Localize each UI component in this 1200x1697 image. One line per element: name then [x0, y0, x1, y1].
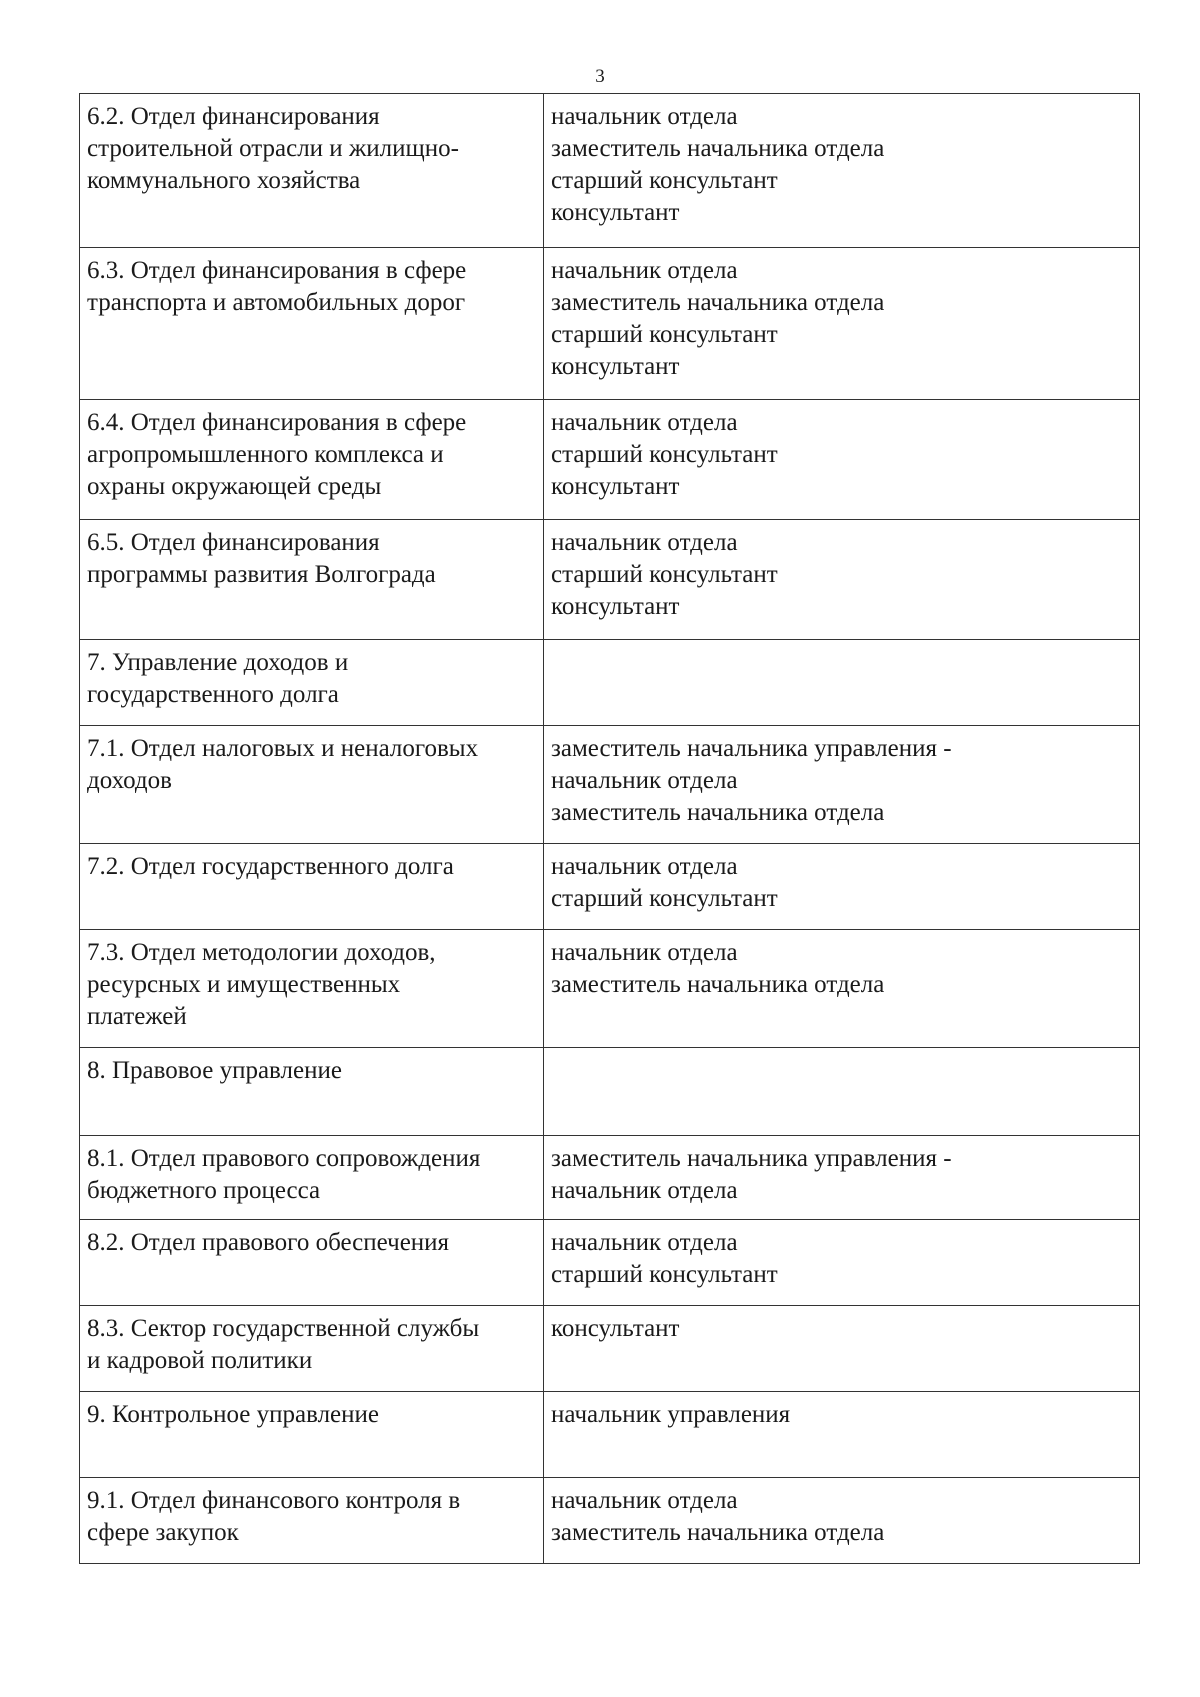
table-row	[80, 1478, 1140, 1564]
table-row	[80, 400, 1140, 520]
positions-cell: консультант	[544, 1306, 1140, 1392]
table-row	[80, 640, 1140, 726]
positions-cell	[544, 1048, 1140, 1136]
department-cell: 7.3. Отдел методологии доходов, ресурсных и имущественных платежей	[80, 930, 544, 1048]
positions-cell: начальник отдела старший консультант	[544, 844, 1140, 930]
table-row	[80, 1048, 1140, 1136]
department-cell: 9. Контрольное управление	[80, 1392, 544, 1478]
department-cell: 7.2. Отдел государственного долга	[80, 844, 544, 930]
table-row	[80, 94, 1140, 248]
department-cell: 7. Управление доходов и государственного долга	[80, 640, 544, 726]
department-cell: 6.3. Отдел финансирования в сфере транспорта и автомобильных дорог	[80, 248, 544, 400]
table-row	[80, 726, 1140, 844]
positions-cell: начальник отдела заместитель начальника отдела	[544, 930, 1140, 1048]
department-cell: 8.1. Отдел правового сопровождения бюджетного процесса	[80, 1136, 544, 1220]
table-row	[80, 248, 1140, 400]
table-row	[80, 1306, 1140, 1392]
department-cell: 6.5. Отдел финансирования программы развития Волгограда	[80, 520, 544, 640]
positions-cell: начальник отдела заместитель начальника отдела старший консультант консультант	[544, 248, 1140, 400]
positions-cell: заместитель начальника управления - начальник отдела	[544, 1136, 1140, 1220]
department-cell: 8. Правовое управление	[80, 1048, 544, 1136]
positions-cell: начальник управления	[544, 1392, 1140, 1478]
page-number: 3	[595, 66, 605, 87]
table-row	[80, 930, 1140, 1048]
department-cell: 9.1. Отдел финансового контроля в сфере закупок	[80, 1478, 544, 1564]
department-cell: 6.2. Отдел финансирования строительной отрасли и жилищно- коммунального хозяйства	[80, 94, 544, 248]
staff-table	[79, 93, 1140, 1564]
department-cell: 8.2. Отдел правового обеспечения	[80, 1220, 544, 1306]
table-row	[80, 1392, 1140, 1478]
table-row	[80, 1136, 1140, 1220]
positions-cell	[544, 640, 1140, 726]
table-row	[80, 1220, 1140, 1306]
positions-cell: начальник отдела заместитель начальника отдела	[544, 1478, 1140, 1564]
department-cell: 8.3. Сектор государственной службы и кадровой политики	[80, 1306, 544, 1392]
department-cell: 7.1. Отдел налоговых и неналоговых доходов	[80, 726, 544, 844]
positions-cell: заместитель начальника управления - начальник отдела заместитель начальника отдела	[544, 726, 1140, 844]
department-cell: 6.4. Отдел финансирования в сфере агропромышленного комплекса и охраны окружающей среды	[80, 400, 544, 520]
positions-cell: начальник отдела заместитель начальника отдела старший консультант консультант	[544, 94, 1140, 248]
table-row	[80, 844, 1140, 930]
positions-cell: начальник отдела старший консультант консультант	[544, 400, 1140, 520]
table-row	[80, 520, 1140, 640]
positions-cell: начальник отдела старший консультант консультант	[544, 520, 1140, 640]
positions-cell: начальник отдела старший консультант	[544, 1220, 1140, 1306]
